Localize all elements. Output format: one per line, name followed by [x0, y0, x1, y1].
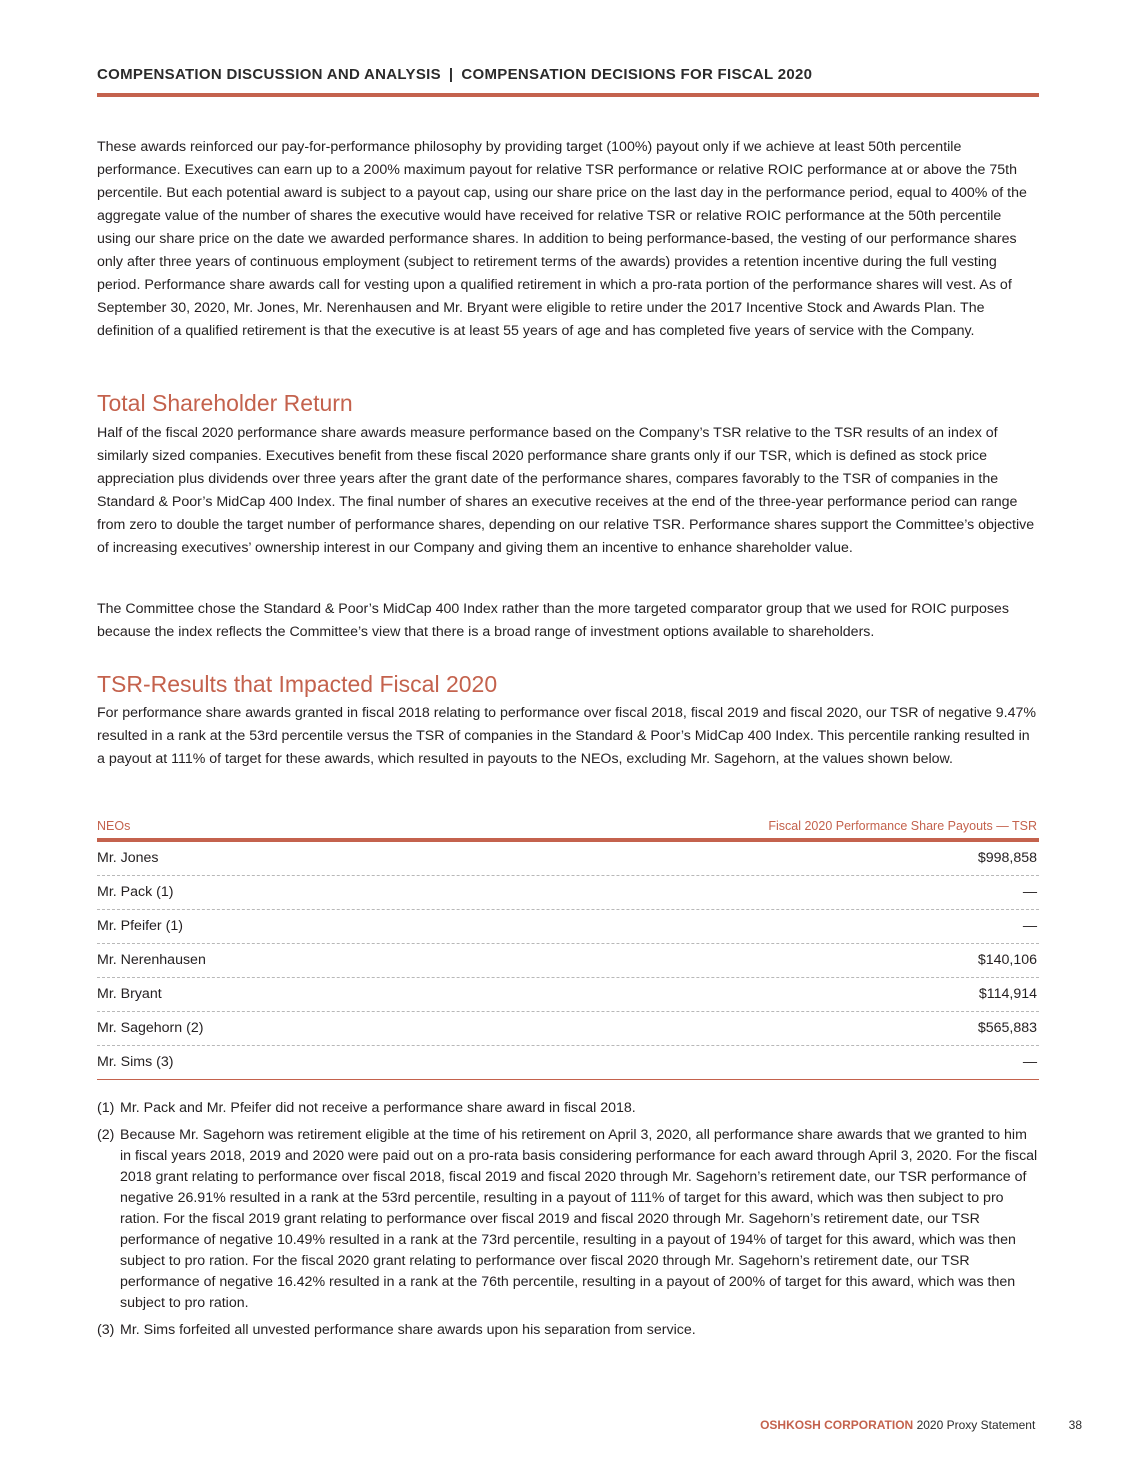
table-row — [97, 1046, 1039, 1080]
footnote-text: Mr. Sims forfeited all unvested performance share awards upon his separation from service. — [120, 1322, 696, 1338]
row-name: Mr. Jones — [97, 850, 159, 866]
footnote-number: (2) — [97, 1127, 115, 1143]
row-value: — — [1022, 884, 1037, 900]
tsr-heading: Total Shareholder Return — [97, 390, 353, 416]
footnote — [97, 1320, 1039, 1341]
table-header — [97, 819, 1039, 837]
footnote-number: (1) — [97, 1100, 115, 1116]
header-subsection: COMPENSATION DECISIONS FOR FISCAL 2020 — [461, 66, 813, 83]
tsr-paragraph-2: The Committee chose the Standard & Poor’s MidCap 400 Index rather than the more targeted comparator group that we used for ROIC purposes because the index reflects the Committee’s view that there is a broad range of investment options available to shareholders. — [97, 601, 1009, 640]
table-row — [97, 1012, 1039, 1046]
row-name: Mr. Sims (3) — [97, 1054, 174, 1070]
footer-doc-title: 2020 Proxy Statement — [916, 1418, 1036, 1432]
header-separator: | — [448, 66, 454, 83]
table-row — [97, 944, 1039, 978]
table-row — [97, 842, 1039, 876]
page-header — [97, 66, 1039, 83]
header-rule — [97, 93, 1039, 97]
table-row — [97, 910, 1039, 944]
tsr-paragraph-1: Half of the fiscal 2020 performance share awards measure performance based on the Company’s TSR relative to the TSR results of an index of similarly sized companies. Executives benefit from these fiscal 2020 performance share grants only if our TSR, which is defined as stock price appreciation plus dividends over three years after the grant date of the performance shares, compares favorably to the TSR of companies in the Standard & Poor’s MidCap 400 Index. The final number of shares an executive receives at the end of the three-year performance period can range from zero to double the target number of performance shares, depending on our relative TSR. Performance shares support the Committee’s objective of increasing executives’ ownership interest in our Company and giving them an incentive to enhance shareholder value. — [97, 425, 1035, 556]
footnote — [97, 1098, 1039, 1119]
table-col-neos: NEOs — [97, 819, 131, 833]
row-name: Mr. Nerenhausen — [97, 952, 206, 968]
table-row — [97, 876, 1039, 910]
footnotes — [97, 1098, 1039, 1347]
header-section: COMPENSATION DISCUSSION AND ANALYSIS — [97, 66, 441, 83]
row-value: $565,883 — [977, 1020, 1037, 1036]
row-name: Mr. Bryant — [97, 986, 162, 1002]
row-value: $998,858 — [977, 850, 1037, 866]
results-heading: TSR-Results that Impacted Fiscal 2020 — [97, 671, 498, 697]
row-value: — — [1022, 1054, 1037, 1070]
footnote-text: Mr. Pack and Mr. Pfeifer did not receive a performance share award in fiscal 2018. — [120, 1100, 636, 1116]
row-value: — — [1022, 918, 1037, 934]
footnote-text: Because Mr. Sagehorn was retirement eligible at the time of his retirement on April 3, 2020, all performance share awards that we granted to him in fiscal years 2018, 2019 and 2020 were paid out on a pro-rata basis considering performance for each award through April 3, 2020. For the fiscal 2018 grant relating to performance over fiscal 2018, fiscal 2019 and fiscal 2020 through Mr. Sagehorn’s retirement date, our TSR performance of negative 26.91% resulted in a rank at the 53rd percentile, resulting in a payout of 111% of target for this award, which was then subject to pro ration. For the fiscal 2019 grant relating to performance over fiscal 2019 and fiscal 2020 through Mr. Sagehorn’s retirement date, our TSR performance of negative 10.49% resulted in a rank at the 73rd percentile, resulting in a payout of 194% of target for this award, which was then subject to pro ration. For the fiscal 2020 grant relating to performance over fiscal 2020 through Mr. Sagehorn’s retirement date, our TSR performance of negative 16.42% resulted in a rank at the 76th percentile, resulting in a payout of 200% of target for this award, which was then subject to pro ration. — [120, 1127, 1038, 1311]
results-paragraph: For performance share awards granted in fiscal 2018 relating to performance over fiscal 2018, fiscal 2019 and fiscal 2020, our TSR of negative 9.47% resulted in a rank at the 53rd percentile versus the TSR of companies in the Standard & Poor’s MidCap 400 Index. This percentile ranking resulted in a payout at 111% of target for these awards, which resulted in payouts to the NEOs, excluding Mr. Sagehorn, at the values shown below. — [97, 705, 1037, 767]
footnote — [97, 1125, 1039, 1314]
footer-brand: OSHKOSH CORPORATION — [760, 1418, 914, 1432]
row-value: $140,106 — [977, 952, 1037, 968]
page-footer — [760, 1418, 1082, 1432]
footnote-number: (3) — [97, 1322, 115, 1338]
intro-paragraph: These awards reinforced our pay-for-performance philosophy by providing target (100%) payout only if we achieve at least 50th percentile performance. Executives can earn up to a 200% maximum payout for relative TSR performance or relative ROIC performance at or above the 75th percentile. But each potential award is subject to a payout cap, using our share price on the last day in the performance period, equal to 400% of the aggregate value of the number of shares the executive would have received for relative TSR or relative ROIC performance at the 50th percentile using our share price on the date we awarded performance shares. In addition to being performance-based, the vesting of our performance shares only after three years of continuous employment (subject to retirement terms of the awards) provides a retention incentive during the full vesting period. Performance share awards call for vesting upon a qualified retirement in which a pro-rata portion of the performance shares will vest. As of September 30, 2020, Mr. Jones, Mr. Nerenhausen and Mr. Bryant were eligible to retire under the 2017 Incentive Stock and Awards Plan. The definition of a qualified retirement is that the executive is at least 55 years of age and has completed five years of service with the Company. — [97, 139, 1027, 339]
row-value: $114,914 — [978, 986, 1037, 1002]
table-col-payouts: Fiscal 2020 Performance Share Payouts — TSR — [768, 819, 1037, 833]
payout-table — [97, 842, 1039, 1080]
row-name: Mr. Pack (1) — [97, 884, 174, 900]
row-name: Mr. Pfeifer (1) — [97, 918, 183, 934]
table-row — [97, 978, 1039, 1012]
row-name: Mr. Sagehorn (2) — [97, 1020, 204, 1036]
page-number: 38 — [1068, 1418, 1082, 1432]
